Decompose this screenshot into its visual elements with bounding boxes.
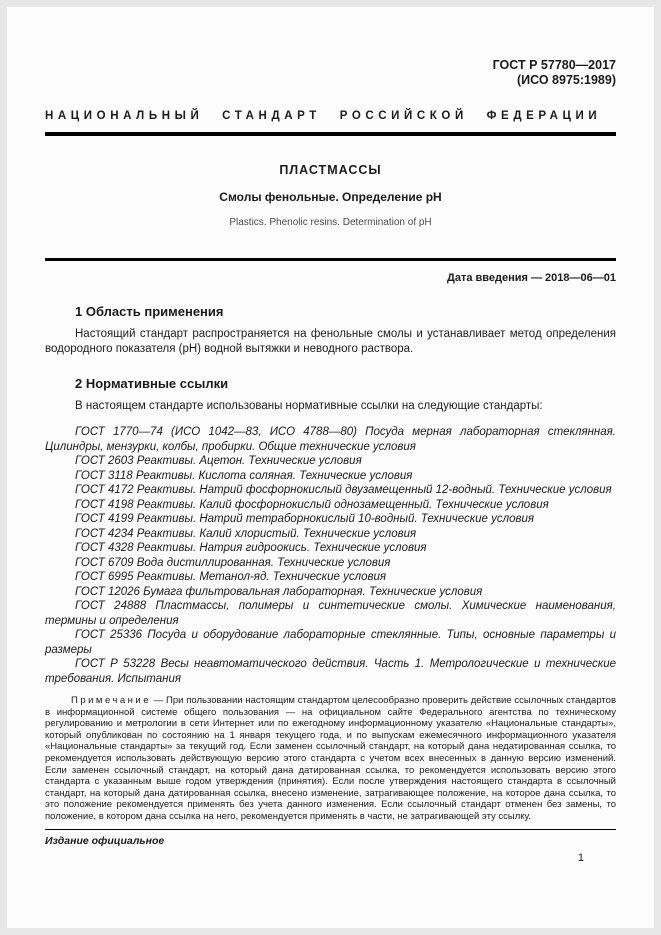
reference-item: ГОСТ 4234 Реактивы. Калий хлористый. Технические условия [75,527,417,540]
note-label: Примечание [71,695,151,706]
header-rule [45,132,616,136]
doc-code-block [45,58,616,88]
document-subtitle-ru: Смолы фенольные. Определение pH [219,190,442,204]
title-rule [45,258,616,261]
reference-item: ГОСТ 2603 Реактивы. Ацетон. Технические условия [75,455,362,467]
reference-item: ГОСТ 6995 Реактивы. Метанол-яд. Технические условия [75,571,387,583]
page-number: 1 [577,852,584,864]
reference-item: ГОСТ 1770—74 (ИСО 1042—83, ИСО 4788—80) Посуда мерная лабораторная стеклянная. Цилиндры, мензурки, колбы, пробирки. Общие технические условия [45,426,616,453]
section-heading-scope: 1 Область применения [75,304,224,319]
section-heading-references: 2 Нормативные ссылки [75,376,229,391]
effective-date: Дата введения — 2018—06—01 [447,272,616,284]
reference-item: ГОСТ 3118 Реактивы. Кислота соляная. Технические условия [75,469,413,482]
page-footer [45,829,616,864]
reference-item: ГОСТ 4328 Реактивы. Натрия гидроокись. Технические условия [75,542,427,554]
reference-item: ГОСТ 4172 Реактивы. Натрий фосфорнокислый двузамещенный 12-водный. Технические условия [75,484,612,496]
references-list [45,425,616,686]
edition-note: Издание официальное [45,835,165,847]
footer-rule [45,829,616,830]
document-title-en: Plastics. Phenolic resins. Determination of pH [229,217,432,228]
doc-code-line2: (ИСО 8975:1989) [517,73,616,87]
reference-item: ГОСТ 25336 Посуда и оборудование лабораторные стеклянные. Типы, основные параметры и размеры [45,629,616,656]
reference-item: ГОСТ 12026 Бумага фильтровальная лабораторная. Технические условия [75,585,483,598]
scope-paragraph: Настоящий стандарт распространяется на фенольные смолы и устанавливает метод определения водородного показателя (pH) водной вытяжки и неводного раствора. [45,328,616,355]
references-intro: В настоящем стандарте использованы нормативные ссылки на следующие стандарты: [75,400,543,412]
references-note [45,695,616,823]
reference-item: ГОСТ 6709 Вода дистиллированная. Технические условия [75,556,391,569]
doc-code-line1: ГОСТ Р 57780—2017 [492,58,616,72]
reference-item: ГОСТ Р 53228 Весы неавтоматического действия. Часть 1. Метрологические и технические требования. Испытания [45,658,616,685]
reference-item: ГОСТ 24888 Пластмассы, полимеры и синтетические смолы. Химические наименования, термины и определения [45,600,616,627]
reference-item: ГОСТ 4199 Реактивы. Натрий тетраборнокислый 10-водный. Технические условия [75,513,535,525]
standard-type-banner: НАЦИОНАЛЬНЫЙ СТАНДАРТ РОССИЙСКОЙ ФЕДЕРАЦИИ [45,110,602,122]
reference-item: ГОСТ 4198 Реактивы. Калий фосфорнокислый однозамещенный. Технические условия [75,498,549,511]
note-text: — При пользовании настоящим стандартом целесообразно проверить действие ссылочных стандартов в информационной системе общего пользования — на официальном сайте Федерального агентства по техническому регулированию и метрологии в сети Интернет или по ежегодному информационному указателю «Национальные стандарты», который опубликован по состоянию на 1 января текущего года, и по выпускам ежемесячного информационного указателя «Национальные стандарты» за текущий год. Если заменен ссылочный стандарт, на который дана недатированная ссылка, то рекомендуется использовать действующую версию этого стандарта с учетом всех внесенных в данную версию изменений. Если заменен ссылочный стандарт, на который дана датированная ссылка, то рекомендуется использовать версию этого стандарта с указанным выше годом утверждения (принятия). Если после утверждения настоящего стандарта в ссылочный стандарт, на который дана датированная ссылка, внесено изменение, затрагивающее положение, на которое дана ссылка, то это положение рекомендуется применять без учета данного изменения. Если ссылочный стандарт отменен без замены, то положение, в котором дана ссылка на него, рекомендуется применять в части, не затрагивающей эту ссылку. [45,695,616,822]
document-title-ru: ПЛАСТМАССЫ [279,163,382,177]
document-page [7,7,654,928]
